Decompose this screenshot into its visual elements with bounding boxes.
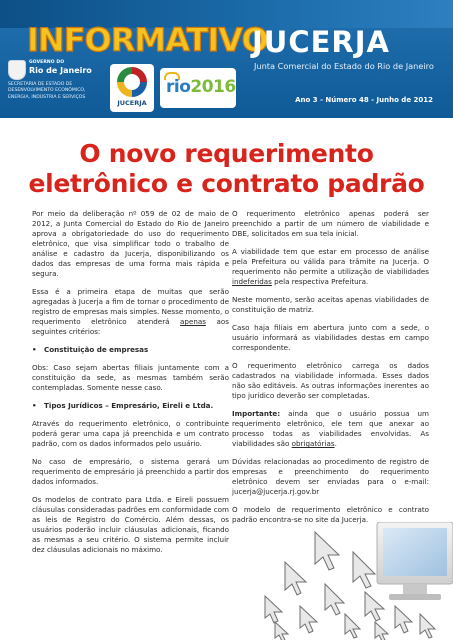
text-run: .	[334, 439, 337, 448]
rio-word: rio	[166, 77, 191, 97]
year-word: 2016	[190, 77, 236, 97]
paragraph: Por meio da deliberação nº 059 de 02 de maio de 2012, a Junta Comercial do Estado do Rio de Janeiro aprova a obrigatoriedade do uso do requerimento eletrônico, que visa simplificar todo o trabalho de análise e cadastro da Jucerja, disponibilizando os dados das empresas de uma forma mais rápida e segura.	[32, 209, 229, 278]
article-headline	[0, 139, 453, 199]
government-logo	[8, 60, 106, 112]
bullet-legal-types-title: • Tipos Jurídicos – Empresário, Eireli e Ltda.	[32, 401, 229, 411]
underlined-text: indeferidas	[232, 277, 272, 286]
masthead-title-informativo: INFORMATIVO	[27, 21, 268, 59]
paragraph: O modelo de requerimento eletrônico e contrato padrão encontra-se no site da Jucerja.	[232, 505, 429, 524]
text-run: aos seguintes critérios:	[32, 317, 229, 336]
monitor-icon	[377, 522, 453, 600]
paragraph: Caso haja filiais em abertura junto com a sede, o usuário informará as viabilidades destas em campo correspondente.	[232, 323, 429, 352]
computer-cursors-illustration	[255, 522, 453, 640]
underlined-text: obrigatórias	[291, 439, 335, 448]
bullet-legal-types-text: Através do requerimento eletrônico, o contribuinte poderá gerar uma capa já preenchida e um contrato padrão, com os dados informados pelo usuário.	[32, 419, 229, 448]
article-column-right	[232, 209, 429, 533]
edition-info: Ano 3 - Número 48 - Junho de 2012	[295, 96, 433, 104]
text-run: Essa é a primeira etapa de muitas que serão agregadas à Jucerja a fim de tornar o procedimento de registro de empresas mais simples. Nesse momento, o requerimento eletrônico atenderá	[32, 287, 229, 326]
jucerja-logo-text: JUCERJA	[117, 99, 147, 107]
underlined-text: apenas	[180, 317, 206, 326]
article-column-left	[32, 209, 229, 563]
rio2016-text	[166, 77, 236, 97]
jucerja-logo	[110, 64, 154, 112]
bullet-constitution-title: • Constituição de empresas	[32, 345, 229, 355]
paragraph: O requerimento eletrônico apenas poderá ser preenchido a partir de um número de viabilidade e DBE, solicitados em sua tela inicial.	[232, 209, 429, 238]
gov-secretariat: SECRETARIA DE ESTADO DE DESENVOLVIMENTO ECONÔMICO, ENERGIA, INDÚSTRIA E SERVIÇOS	[8, 82, 86, 100]
paragraph	[32, 287, 229, 337]
headline-line-2: eletrônico e contrato padrão	[28, 169, 425, 198]
bullet-constitution-text: Obs: Caso sejam abertas filiais juntamente com a constituição da sede, as mesmas também serão contempladas. Somente nesse caso.	[32, 363, 229, 392]
text-run: A viabilidade tem que estar em processo de análise pela Prefeitura ou válida para trâmite na Jucerja. O requerimento não permite a utilização de viabilidades	[232, 247, 429, 276]
crest-icon	[8, 60, 26, 80]
rio2016-logo	[160, 68, 236, 108]
masthead	[0, 0, 453, 118]
paragraph	[232, 409, 429, 449]
jucerja-ring-icon	[117, 67, 147, 97]
paragraph: O requerimento eletrônico carrega os dados cadastrados na viabilidade informada. Esses dados não são editáveis. As outras informações inerentes ao tipo jurídico deverão ser completadas.	[232, 361, 429, 400]
text-run: ainda que o usuário possua um requerimento eletrônico, ele tem que anexar ao processo todas as viabilidades envolvidas. As viabilidades são	[232, 409, 429, 448]
paragraph: No caso de empresário, o sistema gerará um requerimento de empresário já preenchido a partir dos dados informados.	[32, 457, 229, 486]
gov-small-label: GOVERNO DO	[29, 60, 65, 65]
bold-text: Importante:	[232, 409, 281, 418]
headline-line-1: O novo requerimento	[79, 139, 374, 168]
masthead-title-jucerja: JUCERJA	[252, 25, 390, 59]
paragraph: Os modelos de contrato para Ltda. e Eireli possuem cláusulas consideradas padrões em conformidade com as leis de Registro do Comércio. Além dessas, os usuários poderão incluir cláusulas adicionais, ficando as mesmas a seu critério. O sistema permite incluir dez cláusulas adicionais no máximo.	[32, 495, 229, 554]
paragraph: Neste momento, serão aceitas apenas viabilidades de constituição de matriz.	[232, 295, 429, 314]
text-run: pela respectiva Prefeitura.	[271, 277, 369, 286]
masthead-subtitle: Junta Comercial do Estado do Rio de Janeiro	[254, 61, 434, 71]
paragraph	[232, 247, 429, 287]
paragraph: Dúvidas relacionadas ao procedimento de registro de empresas e preenchimento do requerimento eletrônico devem ser enviadas para o e-mail: jucerja@jucerja.rj.gov.br	[232, 457, 429, 496]
gov-name: Rio de Janeiro	[29, 66, 92, 75]
